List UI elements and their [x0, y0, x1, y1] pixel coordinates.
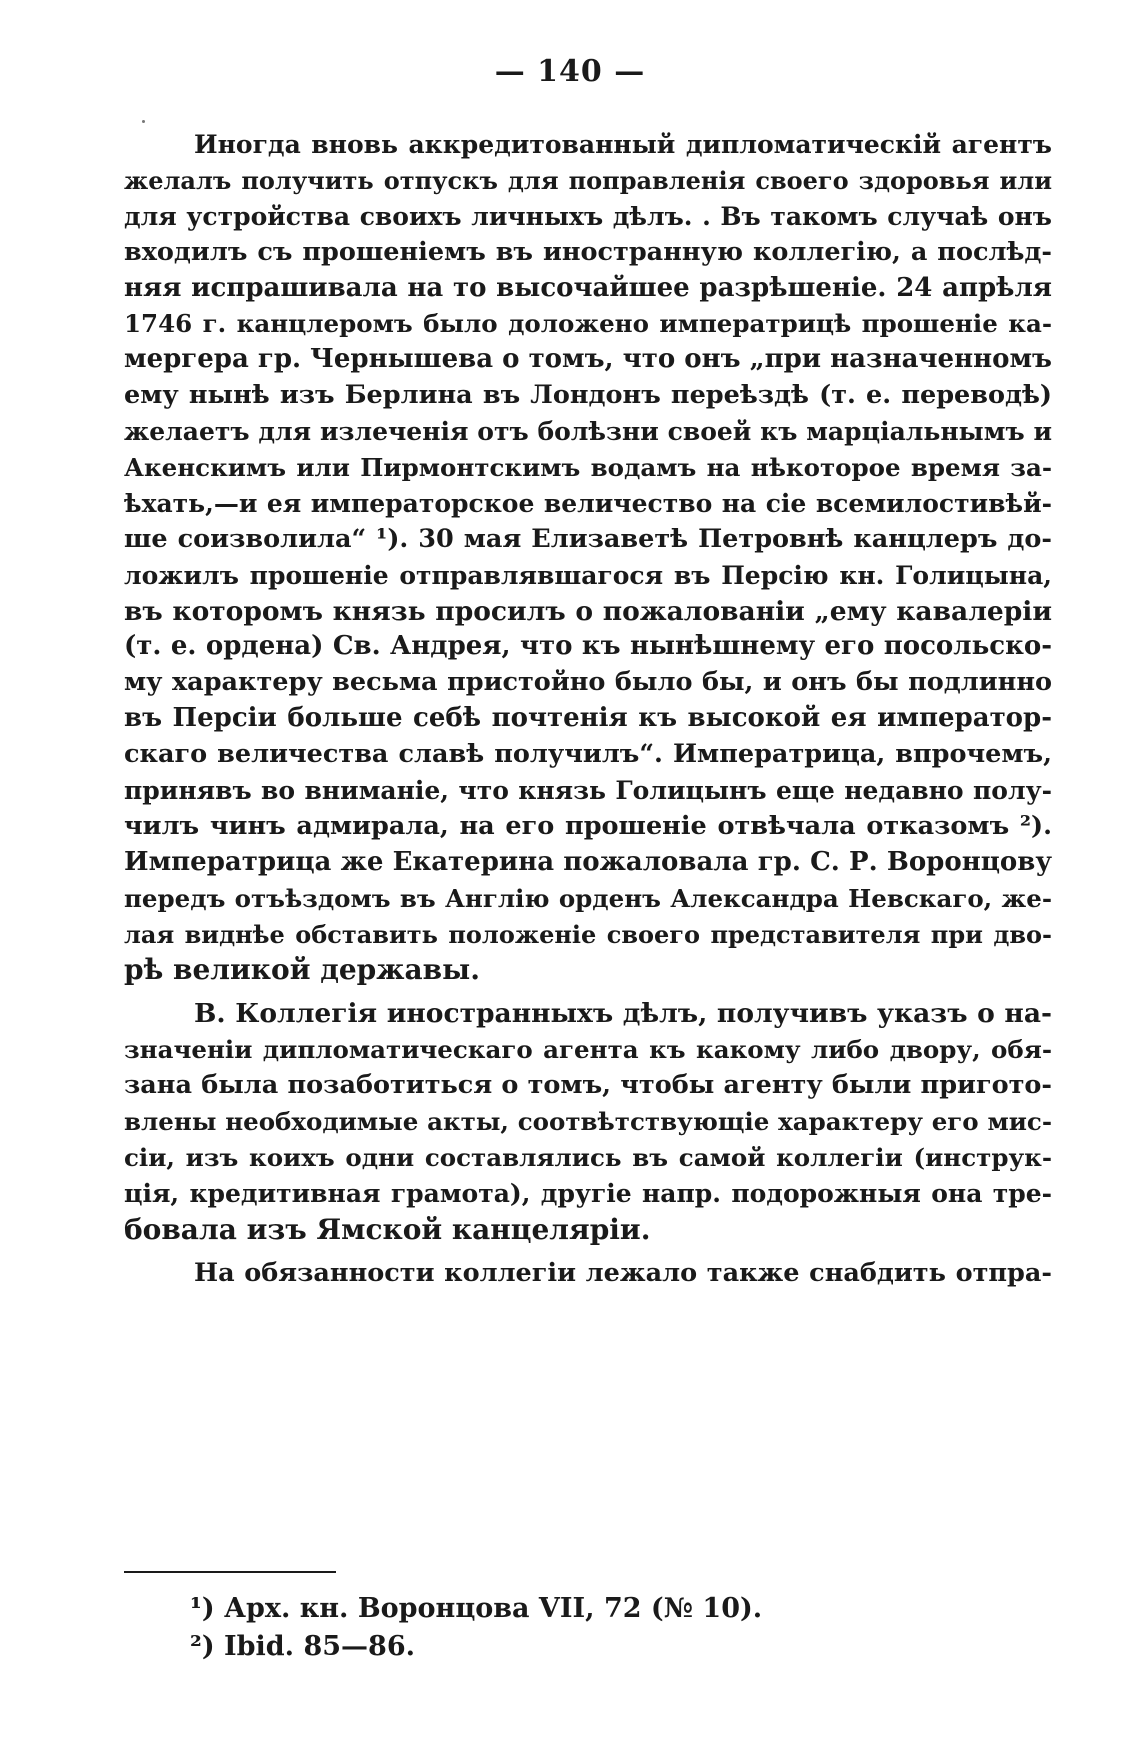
text-line: (т. е. ордена) Св. Андрея, что къ нынѣшнему его посольско- — [124, 631, 1052, 662]
text-line: ложилъ прошеніе отправлявшагося въ Персію кн. Голицына, — [124, 560, 1052, 590]
text-line: Иногда вновь аккредитованный дипломатическій агентъ — [194, 130, 1052, 159]
text-line: Акенскимъ или Пирмонтскимъ водамъ на нѣкоторое время за- — [124, 453, 1052, 483]
main-text — [124, 127, 1052, 1292]
text-line: желалъ получить отпускъ для поправленія своего здоровья или — [124, 165, 1052, 195]
text-line: желаетъ для излеченія отъ болѣзни своей къ марціальнымъ и — [124, 417, 1052, 447]
text-line: На обязанности коллегіи лежало также снабдить отпра- — [194, 1257, 1052, 1288]
footnote-1 — [190, 1590, 762, 1628]
print-speck — [142, 120, 145, 123]
text-line: ція, кредитивная грамота), другіе напр. подорожныя она тре- — [124, 1178, 1052, 1208]
text-line: мергера гр. Чернышева о томъ, что онъ „при назначенномъ — [124, 344, 1052, 375]
text-line: значеніи дипломатическаго агента къ какому либо двору, обя- — [124, 1035, 1052, 1065]
text-line: принявъ во вниманіе, что князь Голицынъ еще недавно полу- — [124, 776, 1052, 806]
text-line: лая виднѣе обставить положеніе своего представителя при дво- — [124, 919, 1052, 949]
text-line: няя испрашивала на то высочайшее разрѣшеніе. 24 апрѣля — [124, 272, 1052, 303]
footnote-mark: ¹) — [190, 1593, 215, 1624]
text-line: передъ отъѣздомъ въ Англію орденъ Александра Невскаго, же- — [124, 883, 1052, 913]
text-line: входилъ съ прошеніемъ въ иностранную коллегію, а послѣд- — [124, 236, 1052, 267]
text-line: сіи, изъ коихъ одни составлялись въ самой коллегіи (инструк- — [124, 1142, 1052, 1172]
footnote-text: Арх. кн. Воронцова VII, 72 (№ 10). — [224, 1593, 763, 1624]
text-line: въ Персіи больше себѣ почтенія къ высокой ея император- — [124, 703, 1052, 734]
text-line: 1746 г. канцлеромъ было доложено императрицѣ прошеніе ка- — [124, 309, 1052, 339]
text-line: бовала изъ Ямской канцеляріи. — [124, 1212, 651, 1246]
text-line: ѣхать,—и ея императорское величество на сіе всемилостивѣй- — [124, 488, 1052, 518]
footnote-2 — [190, 1628, 762, 1666]
text-line: скаго величества славѣ получилъ“. Императрица, впрочемъ, — [124, 739, 1052, 770]
text-line: ше соизволила“ ¹). 30 мая Елизаветѣ Петровнѣ канцлеръ до- — [124, 523, 1052, 554]
text-line: влены необходимые акты, соотвѣтствующіе характеру его мис- — [124, 1107, 1052, 1137]
text-line: зана была позаботиться о томъ, чтобы агенту были пригото- — [124, 1070, 1052, 1101]
footnote-separator — [124, 1571, 336, 1573]
text-line: въ которомъ князь просилъ о пожалованіи „ему кавалеріи — [124, 595, 1052, 627]
footnotes — [190, 1590, 762, 1666]
footnote-mark: ²) — [190, 1631, 215, 1662]
text-line: В. Коллегія иностранныхъ дѣлъ, получивъ указъ о на- — [194, 998, 1052, 1030]
footnote-text: Ibid. 85—86. — [224, 1631, 416, 1662]
text-line: чилъ чинъ адмирала, на его прошеніе отвѣчала отказомъ ²). — [124, 810, 1052, 841]
text-line: для устройства своихъ личныхъ дѣлъ. . Въ такомъ случаѣ онъ — [124, 201, 1052, 231]
text-line: ему нынѣ изъ Берлина въ Лондонъ переѣздѣ (т. е. переводѣ) — [124, 380, 1052, 411]
text-line: му характеру весьма пристойно было бы, и онъ бы подлинно — [124, 667, 1052, 698]
text-line: Императрица же Екатерина пожаловала гр. С. Р. Воронцову — [124, 846, 1052, 877]
text-line: рѣ великой державы. — [124, 953, 480, 987]
page-number-header: — 140 — — [494, 54, 646, 89]
